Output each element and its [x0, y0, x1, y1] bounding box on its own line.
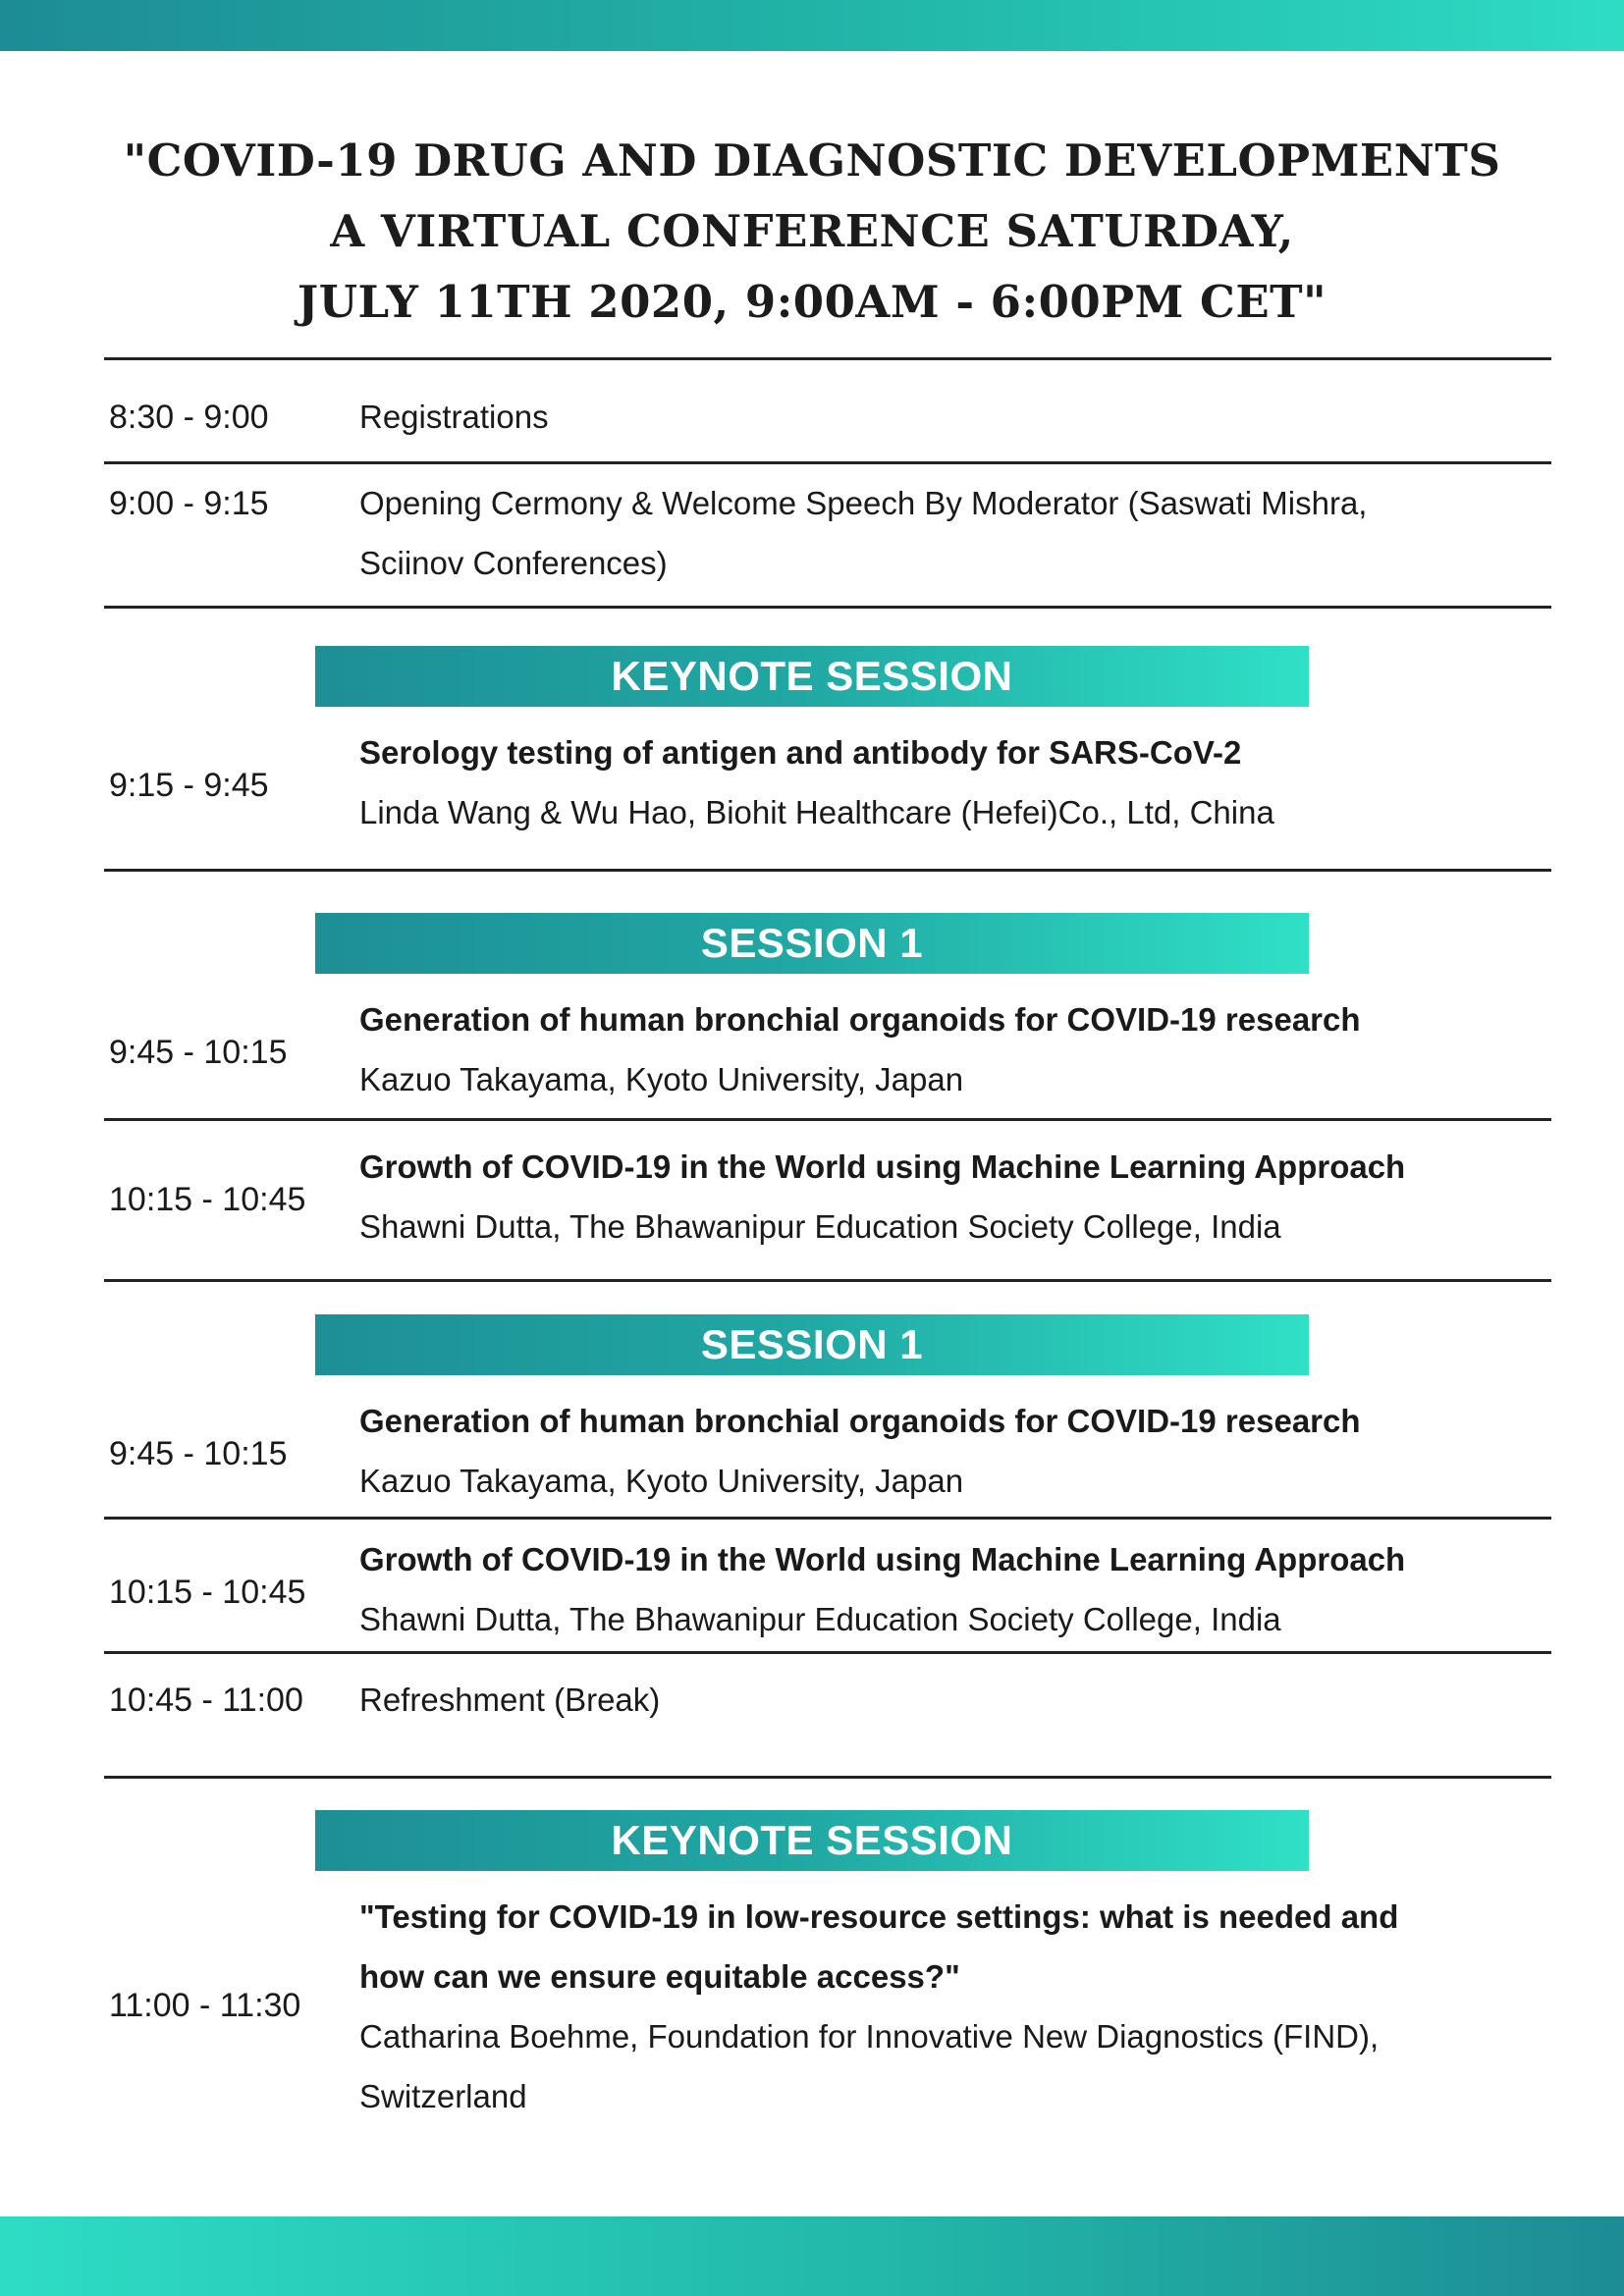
schedule-item [359, 1391, 1361, 1511]
title-line-3: JULY 11TH 2020, 9:00AM - 6:00PM CET" [297, 276, 1327, 328]
session-header: KEYNOTE SESSION [315, 646, 1309, 707]
schedule-item [359, 387, 549, 447]
schedule-time: 10:15 - 10:45 [109, 1574, 306, 1611]
talk-title: Generation of human bronchial organoids for COVID-19 research [359, 1001, 1361, 1038]
talk-title: Growth of COVID-19 in the World using Machine Learning Approach [359, 1541, 1406, 1577]
speaker-country: Switzerland [359, 2078, 527, 2114]
conference-title [59, 126, 1565, 338]
speaker-affiliation: Linda Wang & Wu Hao, Biohit Healthcare (Hefei)Co., Ltd, China [359, 794, 1274, 830]
title-line-1: "COVID-19 DRUG AND DIAGNOSTIC DEVELOPMENTS [123, 134, 1501, 187]
session-header: SESSION 1 [315, 913, 1309, 974]
speaker-affiliation: Kazuo Takayama, Kyoto University, Japan [359, 1463, 964, 1499]
talk-title: "Testing for COVID-19 in low-resource settings: what is needed and [359, 1898, 1399, 1935]
session-header: KEYNOTE SESSION [315, 1810, 1309, 1871]
divider [104, 869, 1551, 872]
speaker-affiliation: Kazuo Takayama, Kyoto University, Japan [359, 1061, 964, 1097]
schedule-time: 9:00 - 9:15 [109, 485, 269, 522]
schedule-item [359, 1887, 1398, 2126]
speaker-affiliation: Catharina Boehme, Foundation for Innovative New Diagnostics (FIND), [359, 2018, 1380, 2055]
talk-title: Growth of COVID-19 in the World using Machine Learning Approach [359, 1148, 1406, 1185]
talk-title: Generation of human bronchial organoids for COVID-19 research [359, 1403, 1361, 1439]
schedule-time: 10:15 - 10:45 [109, 1181, 306, 1218]
schedule-time: 9:45 - 10:15 [109, 1034, 288, 1071]
session-header: SESSION 1 [315, 1314, 1309, 1375]
schedule-time: 11:00 - 11:30 [109, 1987, 301, 2024]
talk-title-cont: how can we ensure equitable access?" [359, 1958, 960, 1995]
item-title: Registrations [359, 399, 549, 435]
speaker-affiliation: Shawni Dutta, The Bhawanipur Education Society College, India [359, 1208, 1281, 1245]
schedule-item [359, 989, 1361, 1109]
speaker-affiliation: Shawni Dutta, The Bhawanipur Education Society College, India [359, 1601, 1281, 1637]
schedule-time: 10:45 - 11:00 [109, 1682, 303, 1719]
divider [104, 1279, 1551, 1282]
schedule-time: 9:15 - 9:45 [109, 767, 269, 804]
schedule-time: 8:30 - 9:00 [109, 399, 269, 436]
schedule-item [359, 1529, 1405, 1649]
divider [104, 461, 1551, 464]
top-accent-band [0, 0, 1624, 51]
item-title-cont: Sciinov Conferences) [359, 545, 668, 581]
title-line-2: A VIRTUAL CONFERENCE SATURDAY, [330, 205, 1294, 257]
schedule-item [359, 1137, 1405, 1256]
divider [104, 1118, 1551, 1121]
schedule-time: 9:45 - 10:15 [109, 1435, 288, 1472]
schedule-item [359, 473, 1367, 593]
schedule-item [359, 722, 1274, 842]
bottom-accent-band [0, 2216, 1624, 2296]
divider [104, 1517, 1551, 1520]
divider [104, 1776, 1551, 1779]
divider [104, 357, 1551, 360]
schedule-item [359, 1670, 660, 1730]
divider [104, 1651, 1551, 1654]
divider [104, 606, 1551, 609]
item-title: Opening Cermony & Welcome Speech By Moderator (Saswati Mishra, [359, 485, 1368, 521]
item-title: Refreshment (Break) [359, 1682, 661, 1718]
talk-title: Serology testing of antigen and antibody for SARS-CoV-2 [359, 734, 1242, 771]
